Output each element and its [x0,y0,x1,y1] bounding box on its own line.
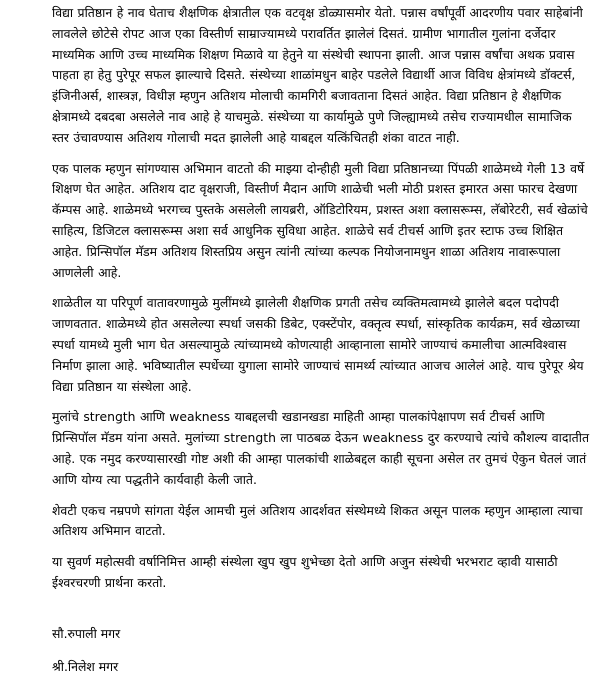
signature-father: श्री.निलेश मगर [52,659,119,674]
paragraph-school-campus: एक पालक म्हणुन सांगण्यास अभिमान वाटतो की माझ्या दोन्हीही मुली विद्या प्रतिष्ठानच्या पिंपळी शाळेमध्ये गेली 13 वर्षे शिक्षण घेत आहेत. अतिशय दाट वृक्षराजी, विस्तीर्ण मैदान आणि शाळेची भली मोठी प्रशस्त इमारत असा फारच देखणा कॅम्पस आहे. शाळेमध्ये भरगच्च पुस्तके असलेली लायब्ररी, ऑडिटोरियम, प्रशस्त अशा क्लासरूम्स, लॅबोरेटरी, सर्व खेळांचे साहित्य, डिजिटल क्लासरूम्स अशा सर्व आधुनिक सुविधा आहेत. शाळेचे सर्व टीचर्स आणि इतर स्टाफ उच्च शिक्षित आहेत. प्रिन्सिपॉल मॅडम अतिशय शिस्तप्रिय असुन त्यांनी त्यांच्या कल्पक नियोजनामधुन शाळा अतिशय नावारूपाला आणलेली आहे. [52,160,588,280]
signature-mother: सौ.रुपाली मगर [52,626,121,641]
paragraph-pride: शेवटी एकच नम्रपणे सांगता येईल आमची मुलं अतिशय आदर्शवत संस्थेमध्ये शिकत असून पालक म्हणुन आम्हाला त्याचा अतिशय अभिमान वाटतो. [52,502,583,539]
paragraph-student-progress: शाळेतील या परिपूर्ण वातावरणामुळे मुलींमध्ये झालेली शैक्षणिक प्रगती तसेच व्यक्तिमत्वामध्ये झालेले बदल पदोपदी जाणवतात. शाळेमध्ये होत असलेल्या स्पर्धा जसकी डिबेट, एक्स्टेंपोर, वक्तृत्व स्पर्धा, सांस्कृतिक कार्यक्रम, सर्व खेळाच्या स्पर्धा यामध्ये मुली भाग घेत असल्यामुळे त्यांच्यामध्ये कोणत्याही आव्हानाला सामोरे जाण्याचं कमालीचा आत्मविश्वास निर्माण झाला आहे. भविष्यातील स्पर्धेच्या युगाला सामोरे जाण्याचं सामर्थ्य त्यांच्यात आजच आलेलं आहे. याच पुरेपूर श्रेय विद्या प्रतिष्ठान या संस्थेला आहे. [52,295,584,394]
paragraph-teachers: मुलांचे strength आणि weakness याबद्दलची खडानखडा माहिती आम्हा पालकांपेक्षापण सर्व टीचर्स आणि प्रिन्सिपॉल मॅडम यांना असते. मुलांच्या strength ला पाठबळ देऊन weakness दुर करण्याचे त्यांचे कौशल्य वादातीत आहे. एक नमुद करण्यासारखी गोष्ट अशी की आम्हा पालकांची शाळेबद्दल काही सूचना असेल तर तुमचं ऐकुन घेतलं जातं आणि योग्य त्या पद्धतीने कार्यवाही केली जाते. [52,409,590,487]
paragraph-wishes: या सुवर्ण महोत्सवी वर्षानिमित्त आम्ही संस्थेला खुप खुप शुभेच्छा देतो आणि अजुन संस्थेची भरभराट व्हावी यासाठी ईश्वरचरणी प्रार्थना करतो. [52,554,558,590]
signature-block [52,624,120,677]
paragraph-history: विद्या प्रतिष्ठान हे नाव घेताच शैक्षणिक क्षेत्रातील एक वटवृक्ष डोळ्यासमोर येतो. पन्नास वर्षांपूर्वी आदरणीय पवार साहेबांनी लावलेले छोटेसे रोपट आज एका विस्तीर्ण साम्राज्यामध्ये परावर्तित झालेलं दिसतं. ग्रामीण भागातील गुलांना दर्जेदार माध्यमिक आणि उच्च माध्यमिक शिक्षण मिळावे या हेतुने या संस्थेची स्थापना झाली. आज पन्नास वर्षांचा अथक प्रवास पाहता हा हेतु पुरेपूर सफल झाल्याचे दिसते. संस्थेच्या शाळांमधुन बाहेर पडलेले विद्यार्थी आज विविध क्षेत्रांमध्ये डॉक्टर्स, इंजिनीअर्स, शास्त्रज्ञ, विधीज्ञ म्हणुन अतिशय मोलाची कामगिरी बजावताना दिसतं आहेत. विद्या प्रतिष्ठान हे शैक्षणिक क्षेत्रामध्ये दबदबा असलेले नाव आहे हे याचमुळे. संस्थेच्या या कार्यामुळे पुणे जिल्ह्यामध्ये तसेच राज्यामधील सामाजिक स्तर उंचावण्यास अतिशय गोलाची मदत झालेली आहे याबद्दल यत्किंचितही शंका वाटत नाही. [52,5,583,145]
